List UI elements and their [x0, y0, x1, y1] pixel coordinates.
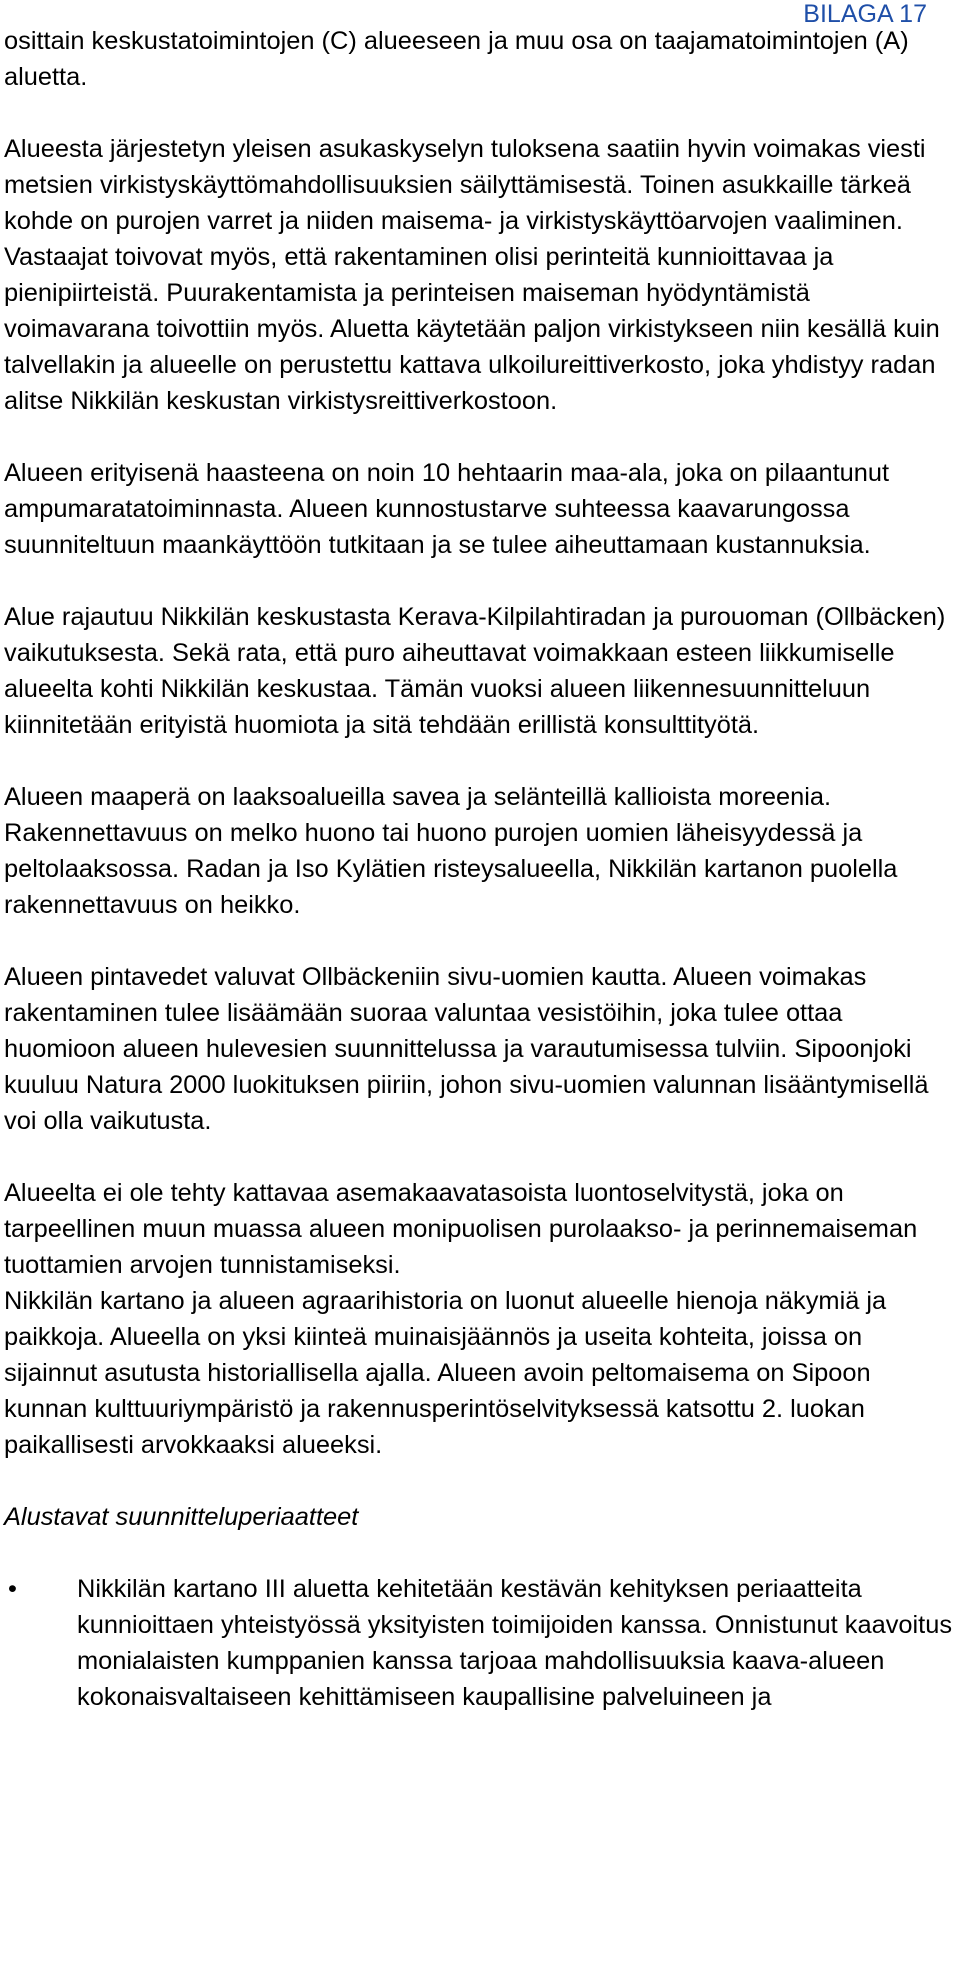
paragraph-railway-barrier: Alue rajautuu Nikkilän keskustasta Kerava-Kilpilahtiradan ja purouoman (Ollbäcken) vaikutuksesta. Sekä rata, että puro aiheuttavat voimakkaan esteen liikkumiselle alueelta kohti Nikkilän keskustaa. Tämän vuoksi alueen liikennesuunnitteluun kiinnitetään erityistä huomiota ja sitä tehdään erillistä konsulttityötä. — [4, 603, 946, 739]
paragraph-surface-water: Alueen pintavedet valuvat Ollbäckeniin sivu-uomien kautta. Alueen voimakas rakentaminen tulee lisäämään suoraa valuntaa vesistöihin, joka tulee ottaa huomioon alueen hulevesien suunnittelussa ja varautumisessa tulviin. Sipoonjoki kuuluu Natura 2000 luokituksen piiriin, johon sivu-uomien valunnan lisääntymisellä voi olla vaikutusta. — [4, 963, 929, 1135]
paragraph-manor-history: Nikkilän kartano ja alueen agraarihistoria on luonut alueelle hienoja näkymiä ja paikkoja. Alueella on yksi kiinteä muinaisjäännös ja useita kohteita, joissa on sijainnut asutusta historiallisella ajalla. Alueen avoin peltomaisema on Sipoon kunnan kulttuuriympäristö ja rakennusperintöselvityksessä katsottu 2. luokan paikallisesti arvokkaaksi alueeksi. — [4, 1287, 887, 1459]
paragraph-contaminated-land: Alueen erityisenä haasteena on noin 10 hehtaarin maa-ala, joka on pilaantunut ampumaratatoiminnasta. Alueen kunnostustarve suhteessa kaavarungossa suunniteltuun maankäyttöön tutkitaan ja se tulee aiheuttamaan kustannuksia. — [4, 459, 890, 559]
section-heading: Alustavat suunnitteluperiaatteet — [4, 1503, 359, 1531]
list-item — [4, 1571, 954, 1715]
principles-list — [4, 1571, 954, 1715]
appendix-label: BILAGA 17 — [803, 0, 927, 28]
paragraph-resident-survey: Alueesta järjestetyn yleisen asukaskyselyn tuloksena saatiin hyvin voimakas viesti metsien virkistyskäyttömahdollisuuksien säilyttämisestä. Toinen asukkaille tärkeä kohde on purojen varret ja niiden maisema- ja virkistyskäyttöarvojen vaaliminen. Vastaajat toivovat myös, että rakentaminen olisi perinteitä kunnioittavaa ja pienipiirteistä. Puurakentamista ja perinteisen maiseman hyödyntämistä voimavarana toivottiin myös. Aluetta käytetään paljon virkistykseen niin kesällä kuin talvellakin ja alueelle on perustettu kattava ulkoilureittiverkosto, joka yhdistyy radan alitse Nikkilän keskustan virkistysreittiverkostoon. — [4, 135, 940, 415]
list-item-text: Nikkilän kartano III aluetta kehitetään kestävän kehityksen periaatteita kunnioittaen yhteistyössä yksityisten toimijoiden kanssa. Onnistunut kaavoitus monialaisten kumppanien kanssa tarjoaa mahdollisuuksia kaava-alueen kokonaisvaltaiseen kehittämiseen kaupallisine palveluineen ja — [77, 1575, 953, 1711]
paragraph-nature-survey: Alueelta ei ole tehty kattavaa asemakaavatasoista luontoselvitystä, joka on tarpeellinen muun muassa alueen monipuolisen purolaakso- ja perinnemaiseman tuottamien arvojen tunnistamiseksi. — [4, 1179, 918, 1279]
bullet-icon: • — [8, 1575, 17, 1603]
document-body — [4, 23, 954, 1715]
paragraph-zoning-intro: osittain keskustatoimintojen (C) alueeseen ja muu osa on taajamatoimintojen (A) aluetta. — [4, 27, 909, 91]
paragraph-soil: Alueen maaperä on laaksoalueilla savea ja selänteillä kallioista moreenia. Rakennettavuus on melko huono tai huono purojen uomien läheisyydessä ja peltolaaksossa. Radan ja Iso Kylätien risteysalueella, Nikkilän kartanon puolella rakennettavuus on heikko. — [4, 783, 898, 919]
